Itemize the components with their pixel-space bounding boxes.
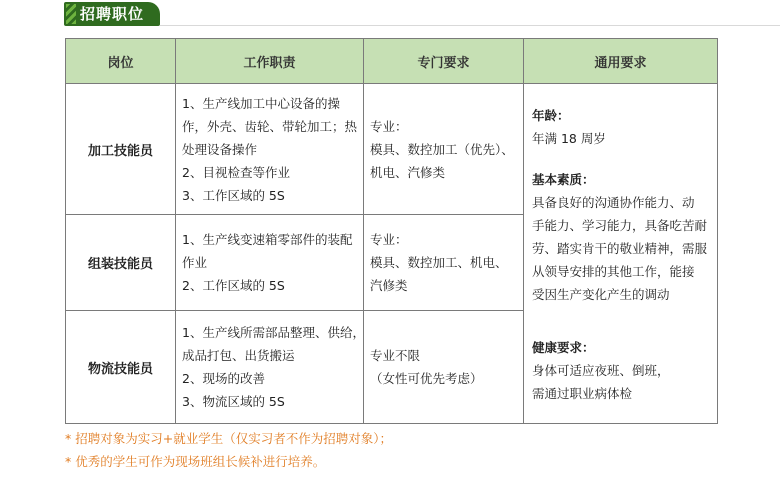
- quality-text: 手能力、学习能力，具备吃苦耐: [532, 218, 708, 233]
- duty-line: 1、生产线变速箱零部件的装配: [182, 232, 353, 247]
- duty-line: 处理设备操作: [182, 141, 258, 157]
- duty-line: 2、工作区域的 5S: [182, 278, 285, 293]
- duty-line: 2、目视检查等作业: [182, 164, 290, 180]
- header-common-requirements: 通用要求: [524, 39, 718, 84]
- duty-line: 成品打包、出货搬运: [182, 348, 295, 363]
- table-header-row: [66, 39, 718, 84]
- duty-line: 2、现场的改善: [182, 371, 265, 386]
- quality-title: 基本素质：: [532, 172, 595, 187]
- health-title: 健康要求：: [532, 340, 595, 355]
- requirement-line: 机电、汽修类: [370, 164, 446, 180]
- duty-line: 作，外壳、齿轮、带轮加工；热: [182, 118, 358, 134]
- position-cell: 组装技能员: [66, 215, 176, 311]
- header-position: 岗位: [66, 39, 176, 84]
- stripe-decoration: [66, 4, 76, 24]
- duty-line: 作业: [182, 255, 208, 270]
- note-line: * 招聘对象为实习+就业学生（仅实习者不作为招聘对象）；: [65, 431, 392, 446]
- requirement-line: 专业：: [370, 118, 408, 134]
- age-text: 年满 18 周岁: [532, 131, 606, 146]
- position-cell: 加工技能员: [66, 84, 176, 215]
- section-title: 招聘职位: [80, 5, 145, 23]
- requirements-cell: [364, 215, 524, 311]
- duty-line: 1、生产线所需部品整理、供给，: [182, 325, 365, 340]
- quality-text: 劳、踏实肯干的敬业精神，需服: [532, 241, 708, 256]
- requirement-line: （女性可优先考虑）: [370, 371, 483, 386]
- table-row: [66, 84, 718, 215]
- duty-line: 1、生产线加工中心设备的操: [182, 95, 340, 111]
- header-rule: [160, 25, 780, 26]
- header-duties: 工作职责: [176, 39, 364, 84]
- duties-cell: [176, 215, 364, 311]
- duty-line: 3、工作区域的 5S: [182, 187, 285, 203]
- health-text: 需通过职业病体检: [532, 386, 633, 401]
- requirements-cell: [364, 84, 524, 215]
- requirement-line: 模具、数控加工（优先）、: [370, 141, 514, 157]
- job-table: [65, 38, 718, 424]
- notes: [65, 427, 725, 473]
- requirement-line: 汽修类: [370, 278, 408, 293]
- requirement-line: 专业不限: [370, 348, 421, 363]
- duties-cell: [176, 84, 364, 215]
- duty-line: 3、物流区域的 5S: [182, 394, 285, 409]
- quality-text: 具备良好的沟通协作能力、动: [532, 195, 695, 210]
- requirement-line: 专业：: [370, 232, 408, 247]
- common-requirements-cell: [524, 84, 718, 424]
- header-special-requirements: 专门要求: [364, 39, 524, 84]
- note-line: * 优秀的学生可作为现场班组长候补进行培养。: [65, 454, 326, 469]
- health-text: 身体可适应夜班、倒班，: [532, 363, 670, 378]
- section-header: [64, 2, 162, 26]
- requirement-line: 模具、数控加工、机电、: [370, 255, 508, 270]
- requirements-cell: [364, 311, 524, 424]
- duties-cell: [176, 311, 364, 424]
- quality-text: 从领导安排的其他工作，能接: [532, 264, 695, 279]
- quality-text: 受因生产变化产生的调动: [532, 287, 670, 302]
- position-cell: 物流技能员: [66, 311, 176, 424]
- age-title: 年龄：: [532, 108, 570, 123]
